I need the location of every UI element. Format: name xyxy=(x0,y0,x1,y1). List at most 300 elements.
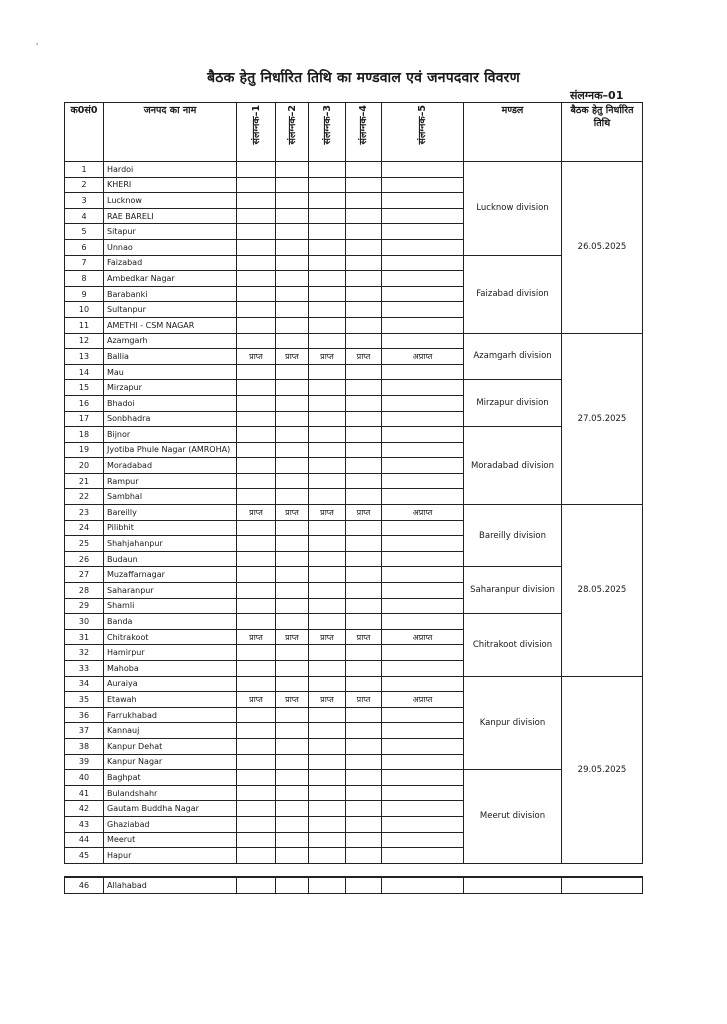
annex-3-status xyxy=(309,614,346,630)
row-sno: 31 xyxy=(65,629,104,645)
row-district: Bareilly xyxy=(104,505,237,521)
row-sno: 32 xyxy=(65,645,104,661)
annex-5-status xyxy=(382,208,464,224)
row-district: Budaun xyxy=(104,551,237,567)
row-district: Kanpur Dehat xyxy=(104,738,237,754)
scan-mark: ' xyxy=(36,42,39,51)
row-sno: 36 xyxy=(65,707,104,723)
annex-4-status xyxy=(346,707,382,723)
annex-4-status xyxy=(346,317,382,333)
annex-2-status xyxy=(276,645,309,661)
annex-4-status xyxy=(346,177,382,193)
annex-3-status xyxy=(309,676,346,692)
annex-3-status xyxy=(309,286,346,302)
division-cell: Mirzapur division xyxy=(464,380,562,427)
row-district: Kannauj xyxy=(104,723,237,739)
annex-4-status xyxy=(346,520,382,536)
annex-3-status xyxy=(309,707,346,723)
row-district: RAE BARELI xyxy=(104,208,237,224)
annex-2-status xyxy=(276,364,309,380)
row-district: Etawah xyxy=(104,692,237,708)
annex-5-status xyxy=(382,427,464,443)
annex-3-status xyxy=(309,551,346,567)
annex-4-status: प्राप्त xyxy=(346,629,382,645)
annex-2-status xyxy=(276,395,309,411)
annex-5-status xyxy=(382,583,464,599)
row-district: Sitapur xyxy=(104,224,237,240)
annex-2-status xyxy=(276,676,309,692)
annex-2-status xyxy=(276,333,309,349)
annex-2-status xyxy=(276,411,309,427)
annex-4-status xyxy=(346,785,382,801)
annex-4-status xyxy=(346,473,382,489)
row-district: Meerut xyxy=(104,832,237,848)
annex-5-status xyxy=(382,271,464,287)
row-sno: 34 xyxy=(65,676,104,692)
header-annex-2: संलग्नक–2 xyxy=(276,103,309,162)
annex-4-status xyxy=(346,551,382,567)
annex-1-status xyxy=(237,364,276,380)
row-district: Chitrakoot xyxy=(104,629,237,645)
annex-3-status xyxy=(309,317,346,333)
annex-5-status xyxy=(382,162,464,178)
annex-2-status xyxy=(276,754,309,770)
annex-3-status xyxy=(309,661,346,677)
annex-2-status xyxy=(276,661,309,677)
annex-5-status xyxy=(382,489,464,505)
annex-1-status xyxy=(237,271,276,287)
annex-2-status xyxy=(276,567,309,583)
annex-1-status xyxy=(237,286,276,302)
annex-3-status: प्राप्त xyxy=(309,692,346,708)
annex-1-status xyxy=(237,661,276,677)
annex-1-status xyxy=(237,567,276,583)
table-row xyxy=(65,255,643,271)
annex-4-status xyxy=(346,208,382,224)
annex-4-status xyxy=(346,723,382,739)
table-row xyxy=(65,380,643,396)
annex-4-status xyxy=(346,738,382,754)
annex-2-status xyxy=(276,208,309,224)
row-district: Mau xyxy=(104,364,237,380)
annex-4-status xyxy=(346,239,382,255)
annex-1-status xyxy=(237,255,276,271)
annex-4-status xyxy=(346,411,382,427)
row-sno: 28 xyxy=(65,583,104,599)
annex-5-status: अप्राप्त xyxy=(382,692,464,708)
row-district: Ballia xyxy=(104,349,237,365)
annex-5-status xyxy=(382,520,464,536)
row-sno: 21 xyxy=(65,473,104,489)
annex-1-status xyxy=(237,458,276,474)
annex-5-status xyxy=(382,442,464,458)
row-district: Gautam Buddha Nagar xyxy=(104,801,237,817)
row-sno: 6 xyxy=(65,239,104,255)
row-sno: 14 xyxy=(65,364,104,380)
row-sno: 15 xyxy=(65,380,104,396)
row-sno: 38 xyxy=(65,738,104,754)
annex-2-status xyxy=(276,255,309,271)
header-district: जनपद का नाम xyxy=(104,103,237,162)
annex-4-status: प्राप्त xyxy=(346,692,382,708)
annex-1-status xyxy=(237,333,276,349)
row-district: AMETHI - CSM NAGAR xyxy=(104,317,237,333)
row-district: Azamgarh xyxy=(104,333,237,349)
annex-1-status xyxy=(237,598,276,614)
annex-4-status xyxy=(346,395,382,411)
meeting-date-cell: 28.05.2025 xyxy=(562,505,643,677)
table-row xyxy=(65,676,643,692)
annex-1-status xyxy=(237,723,276,739)
annex-3-status xyxy=(309,723,346,739)
division-cell: Bareilly division xyxy=(464,505,562,567)
row-sno: 16 xyxy=(65,395,104,411)
header-sno: क0सं0 xyxy=(65,103,104,162)
annex-4-status xyxy=(346,224,382,240)
row-sno: 24 xyxy=(65,520,104,536)
annex-3-status xyxy=(309,427,346,443)
annex-2-status xyxy=(276,816,309,832)
row-sno: 41 xyxy=(65,785,104,801)
annex-2-status xyxy=(276,239,309,255)
row-sno: 5 xyxy=(65,224,104,240)
annex-5-status xyxy=(382,551,464,567)
division-cell: Kanpur division xyxy=(464,676,562,770)
annex-3-status xyxy=(309,302,346,318)
annex-2-status xyxy=(276,317,309,333)
annex-1-status xyxy=(237,536,276,552)
row-sno: 39 xyxy=(65,754,104,770)
annex-5-status xyxy=(382,723,464,739)
annex-5-status xyxy=(382,816,464,832)
annex-5-status xyxy=(382,255,464,271)
annex-4-status xyxy=(346,661,382,677)
row-district: Faizabad xyxy=(104,255,237,271)
annex-4-status xyxy=(346,801,382,817)
row-sno: 26 xyxy=(65,551,104,567)
annex-3-status xyxy=(309,364,346,380)
annex-2-status xyxy=(276,832,309,848)
annex-5-status xyxy=(382,801,464,817)
annex-4-status xyxy=(346,255,382,271)
row-district: Saharanpur xyxy=(104,583,237,599)
annex-3-status xyxy=(309,801,346,817)
annex-2-status xyxy=(276,380,309,396)
row-sno: 27 xyxy=(65,567,104,583)
annex-1-status: प्राप्त xyxy=(237,505,276,521)
annex-3-status xyxy=(309,785,346,801)
row-sno: 22 xyxy=(65,489,104,505)
annex-4-status xyxy=(346,364,382,380)
row-district: Lucknow xyxy=(104,193,237,209)
annex-2-status xyxy=(276,177,309,193)
row-sno: 2 xyxy=(65,177,104,193)
annex-5-status xyxy=(382,738,464,754)
annex-1-status: प्राप्त xyxy=(237,692,276,708)
annex-4-status xyxy=(346,536,382,552)
table-row xyxy=(65,333,643,349)
annex-1-status xyxy=(237,302,276,318)
annex-5-status xyxy=(382,832,464,848)
table-row xyxy=(65,567,643,583)
annex-5-status: अप्राप्त xyxy=(382,629,464,645)
annex-5-status xyxy=(382,754,464,770)
annex-2-status xyxy=(276,707,309,723)
annex-4-status xyxy=(346,598,382,614)
row-district: Mahoba xyxy=(104,661,237,677)
annex-1-status xyxy=(237,427,276,443)
row-district: Bijnor xyxy=(104,427,237,443)
annex-5-status xyxy=(382,785,464,801)
annex-2-status xyxy=(276,583,309,599)
division-cell: Chitrakoot division xyxy=(464,614,562,676)
annex-3-status xyxy=(309,536,346,552)
annex-2-status xyxy=(276,598,309,614)
annex-3-status xyxy=(309,848,346,864)
annex-2-status xyxy=(276,551,309,567)
row-district: Ambedkar Nagar xyxy=(104,271,237,287)
annex-2-status xyxy=(276,536,309,552)
annex-1-status xyxy=(237,801,276,817)
annex-5-status xyxy=(382,364,464,380)
annex-5-status xyxy=(382,676,464,692)
annex-4-status xyxy=(346,442,382,458)
annex-3-status xyxy=(309,567,346,583)
annex-5-status xyxy=(382,536,464,552)
division-cell: Faizabad division xyxy=(464,255,562,333)
row-district: Rampur xyxy=(104,473,237,489)
continued-table xyxy=(64,876,643,894)
annex-4-status xyxy=(346,816,382,832)
row-sno: 17 xyxy=(65,411,104,427)
annex-1-status xyxy=(237,754,276,770)
annex-1-status xyxy=(237,816,276,832)
annex-5-status xyxy=(382,567,464,583)
annex-3-status xyxy=(309,208,346,224)
header-annex-5: संलग्नक–5 xyxy=(382,103,464,162)
annex-4-status: प्राप्त xyxy=(346,505,382,521)
annex-5-status xyxy=(382,302,464,318)
division-cell: Moradabad division xyxy=(464,427,562,505)
annex-2-status: प्राप्त xyxy=(276,349,309,365)
row-district: Farrukhabad xyxy=(104,707,237,723)
table-row xyxy=(65,770,643,786)
annex-3-status xyxy=(309,193,346,209)
annex-5-status xyxy=(382,177,464,193)
annex-4-status xyxy=(346,162,382,178)
annex-2-status xyxy=(276,458,309,474)
row-district: Unnao xyxy=(104,239,237,255)
annex-5-status: अप्राप्त xyxy=(382,349,464,365)
annex-4-status xyxy=(346,489,382,505)
table-row xyxy=(65,505,643,521)
annex-3-status xyxy=(309,645,346,661)
annex-4-status xyxy=(346,380,382,396)
row-sno: 13 xyxy=(65,349,104,365)
annex-4-status xyxy=(346,832,382,848)
annex-5-status xyxy=(382,395,464,411)
annex-3-status xyxy=(309,271,346,287)
row-sno: 43 xyxy=(65,816,104,832)
annex-4-status xyxy=(346,193,382,209)
row-district: Baghpat xyxy=(104,770,237,786)
annex-4-status xyxy=(346,427,382,443)
row-district: Pilibhit xyxy=(104,520,237,536)
annex-3-status xyxy=(309,770,346,786)
row-sno: 10 xyxy=(65,302,104,318)
annex-3-status: प्राप्त xyxy=(309,505,346,521)
row-sno: 29 xyxy=(65,598,104,614)
row-district: Hapur xyxy=(104,848,237,864)
annexure-label: संलग्नक–01 xyxy=(570,89,624,102)
district-schedule-table xyxy=(64,102,643,864)
annex-5-status xyxy=(382,848,464,864)
annex-1-status xyxy=(237,473,276,489)
annex-3-status xyxy=(309,333,346,349)
row-district: Banda xyxy=(104,614,237,630)
annex-5-status xyxy=(382,239,464,255)
row-district: Barabanki xyxy=(104,286,237,302)
annex-4-status xyxy=(346,614,382,630)
row-sno: 44 xyxy=(65,832,104,848)
row-district: Sambhal xyxy=(104,489,237,505)
row-district: Allahabad xyxy=(104,877,237,894)
annex-3-status xyxy=(309,598,346,614)
row-district: Sultanpur xyxy=(104,302,237,318)
row-district: Kanpur Nagar xyxy=(104,754,237,770)
annex-3-status xyxy=(309,520,346,536)
header-annex-1: संलग्नक–1 xyxy=(237,103,276,162)
annex-5-status xyxy=(382,473,464,489)
annex-4-status xyxy=(346,286,382,302)
meeting-date-cell: 27.05.2025 xyxy=(562,333,643,505)
annex-2-status: प्राप्त xyxy=(276,692,309,708)
annex-2-status xyxy=(276,770,309,786)
row-sno: 1 xyxy=(65,162,104,178)
annex-3-status: प्राप्त xyxy=(309,629,346,645)
annex-5-status xyxy=(382,193,464,209)
annex-5-status xyxy=(382,770,464,786)
annex-4-status xyxy=(346,770,382,786)
division-cell: Saharanpur division xyxy=(464,567,562,614)
annex-3-status xyxy=(309,380,346,396)
row-district: Moradabad xyxy=(104,458,237,474)
row-sno: 30 xyxy=(65,614,104,630)
annex-1-status xyxy=(237,193,276,209)
annex-3-status xyxy=(309,489,346,505)
row-district: Jyotiba Phule Nagar (AMROHA) xyxy=(104,442,237,458)
annex-5-status xyxy=(382,333,464,349)
annex-5-status xyxy=(382,645,464,661)
row-sno: 20 xyxy=(65,458,104,474)
annex-5-status xyxy=(382,286,464,302)
annex-5-status xyxy=(382,614,464,630)
row-sno: 40 xyxy=(65,770,104,786)
annex-2-status xyxy=(276,848,309,864)
meeting-date-cell: 29.05.2025 xyxy=(562,676,643,863)
annex-1-status xyxy=(237,489,276,505)
division-cell: Azamgarh division xyxy=(464,333,562,380)
annex-5-status xyxy=(382,707,464,723)
annex-2-status xyxy=(276,723,309,739)
annex-5-status xyxy=(382,458,464,474)
row-district: KHERI xyxy=(104,177,237,193)
row-sno: 37 xyxy=(65,723,104,739)
annex-5-status: अप्राप्त xyxy=(382,505,464,521)
header-annex-3: संलग्नक–3 xyxy=(309,103,346,162)
annex-3-status xyxy=(309,738,346,754)
row-sno: 33 xyxy=(65,661,104,677)
row-sno: 23 xyxy=(65,505,104,521)
annex-2-status xyxy=(276,427,309,443)
annex-1-status xyxy=(237,380,276,396)
annex-1-status: प्राप्त xyxy=(237,349,276,365)
annex-4-status xyxy=(346,676,382,692)
annex-1-status xyxy=(237,738,276,754)
annex-1-status xyxy=(237,239,276,255)
annex-4-status xyxy=(346,754,382,770)
annex-1-status xyxy=(237,676,276,692)
annex-1-status xyxy=(237,162,276,178)
row-district: Ghaziabad xyxy=(104,816,237,832)
annex-1-status xyxy=(237,848,276,864)
annex-2-status xyxy=(276,162,309,178)
row-district: Hamirpur xyxy=(104,645,237,661)
annex-3-status xyxy=(309,411,346,427)
row-sno: 11 xyxy=(65,317,104,333)
row-sno: 12 xyxy=(65,333,104,349)
row-sno: 7 xyxy=(65,255,104,271)
annex-3-status xyxy=(309,177,346,193)
page-title: बैठक हेतु निर्धारित तिथि का मण्डवाल एवं जनपदवार विवरण xyxy=(207,70,520,86)
header-date: बैठक हेतु निर्धारित तिथि xyxy=(562,103,643,162)
annex-4-status xyxy=(346,302,382,318)
annex-5-status xyxy=(382,317,464,333)
annex-3-status xyxy=(309,442,346,458)
row-district: Bulandshahr xyxy=(104,785,237,801)
annex-2-status: प्राप्त xyxy=(276,505,309,521)
annex-2-status xyxy=(276,738,309,754)
annex-5-status xyxy=(382,411,464,427)
table-row xyxy=(65,877,643,894)
row-sno: 35 xyxy=(65,692,104,708)
annex-3-status xyxy=(309,754,346,770)
row-district: Auraiya xyxy=(104,676,237,692)
annex-2-status xyxy=(276,801,309,817)
header-annex-4: संलग्नक–4 xyxy=(346,103,382,162)
table-row xyxy=(65,162,643,178)
row-sno: 3 xyxy=(65,193,104,209)
annex-1-status xyxy=(237,208,276,224)
annex-2-status xyxy=(276,614,309,630)
annex-3-status xyxy=(309,473,346,489)
annex-5-status xyxy=(382,380,464,396)
row-district: Mirzapur xyxy=(104,380,237,396)
annex-2-status xyxy=(276,286,309,302)
row-sno: 46 xyxy=(65,877,104,894)
row-sno: 9 xyxy=(65,286,104,302)
table-row xyxy=(65,427,643,443)
annex-3-status xyxy=(309,239,346,255)
annex-1-status xyxy=(237,395,276,411)
annex-2-status xyxy=(276,489,309,505)
annex-3-status xyxy=(309,832,346,848)
annex-2-status xyxy=(276,224,309,240)
annex-5-status xyxy=(382,224,464,240)
annex-2-status xyxy=(276,785,309,801)
annex-4-status xyxy=(346,458,382,474)
annex-1-status xyxy=(237,785,276,801)
